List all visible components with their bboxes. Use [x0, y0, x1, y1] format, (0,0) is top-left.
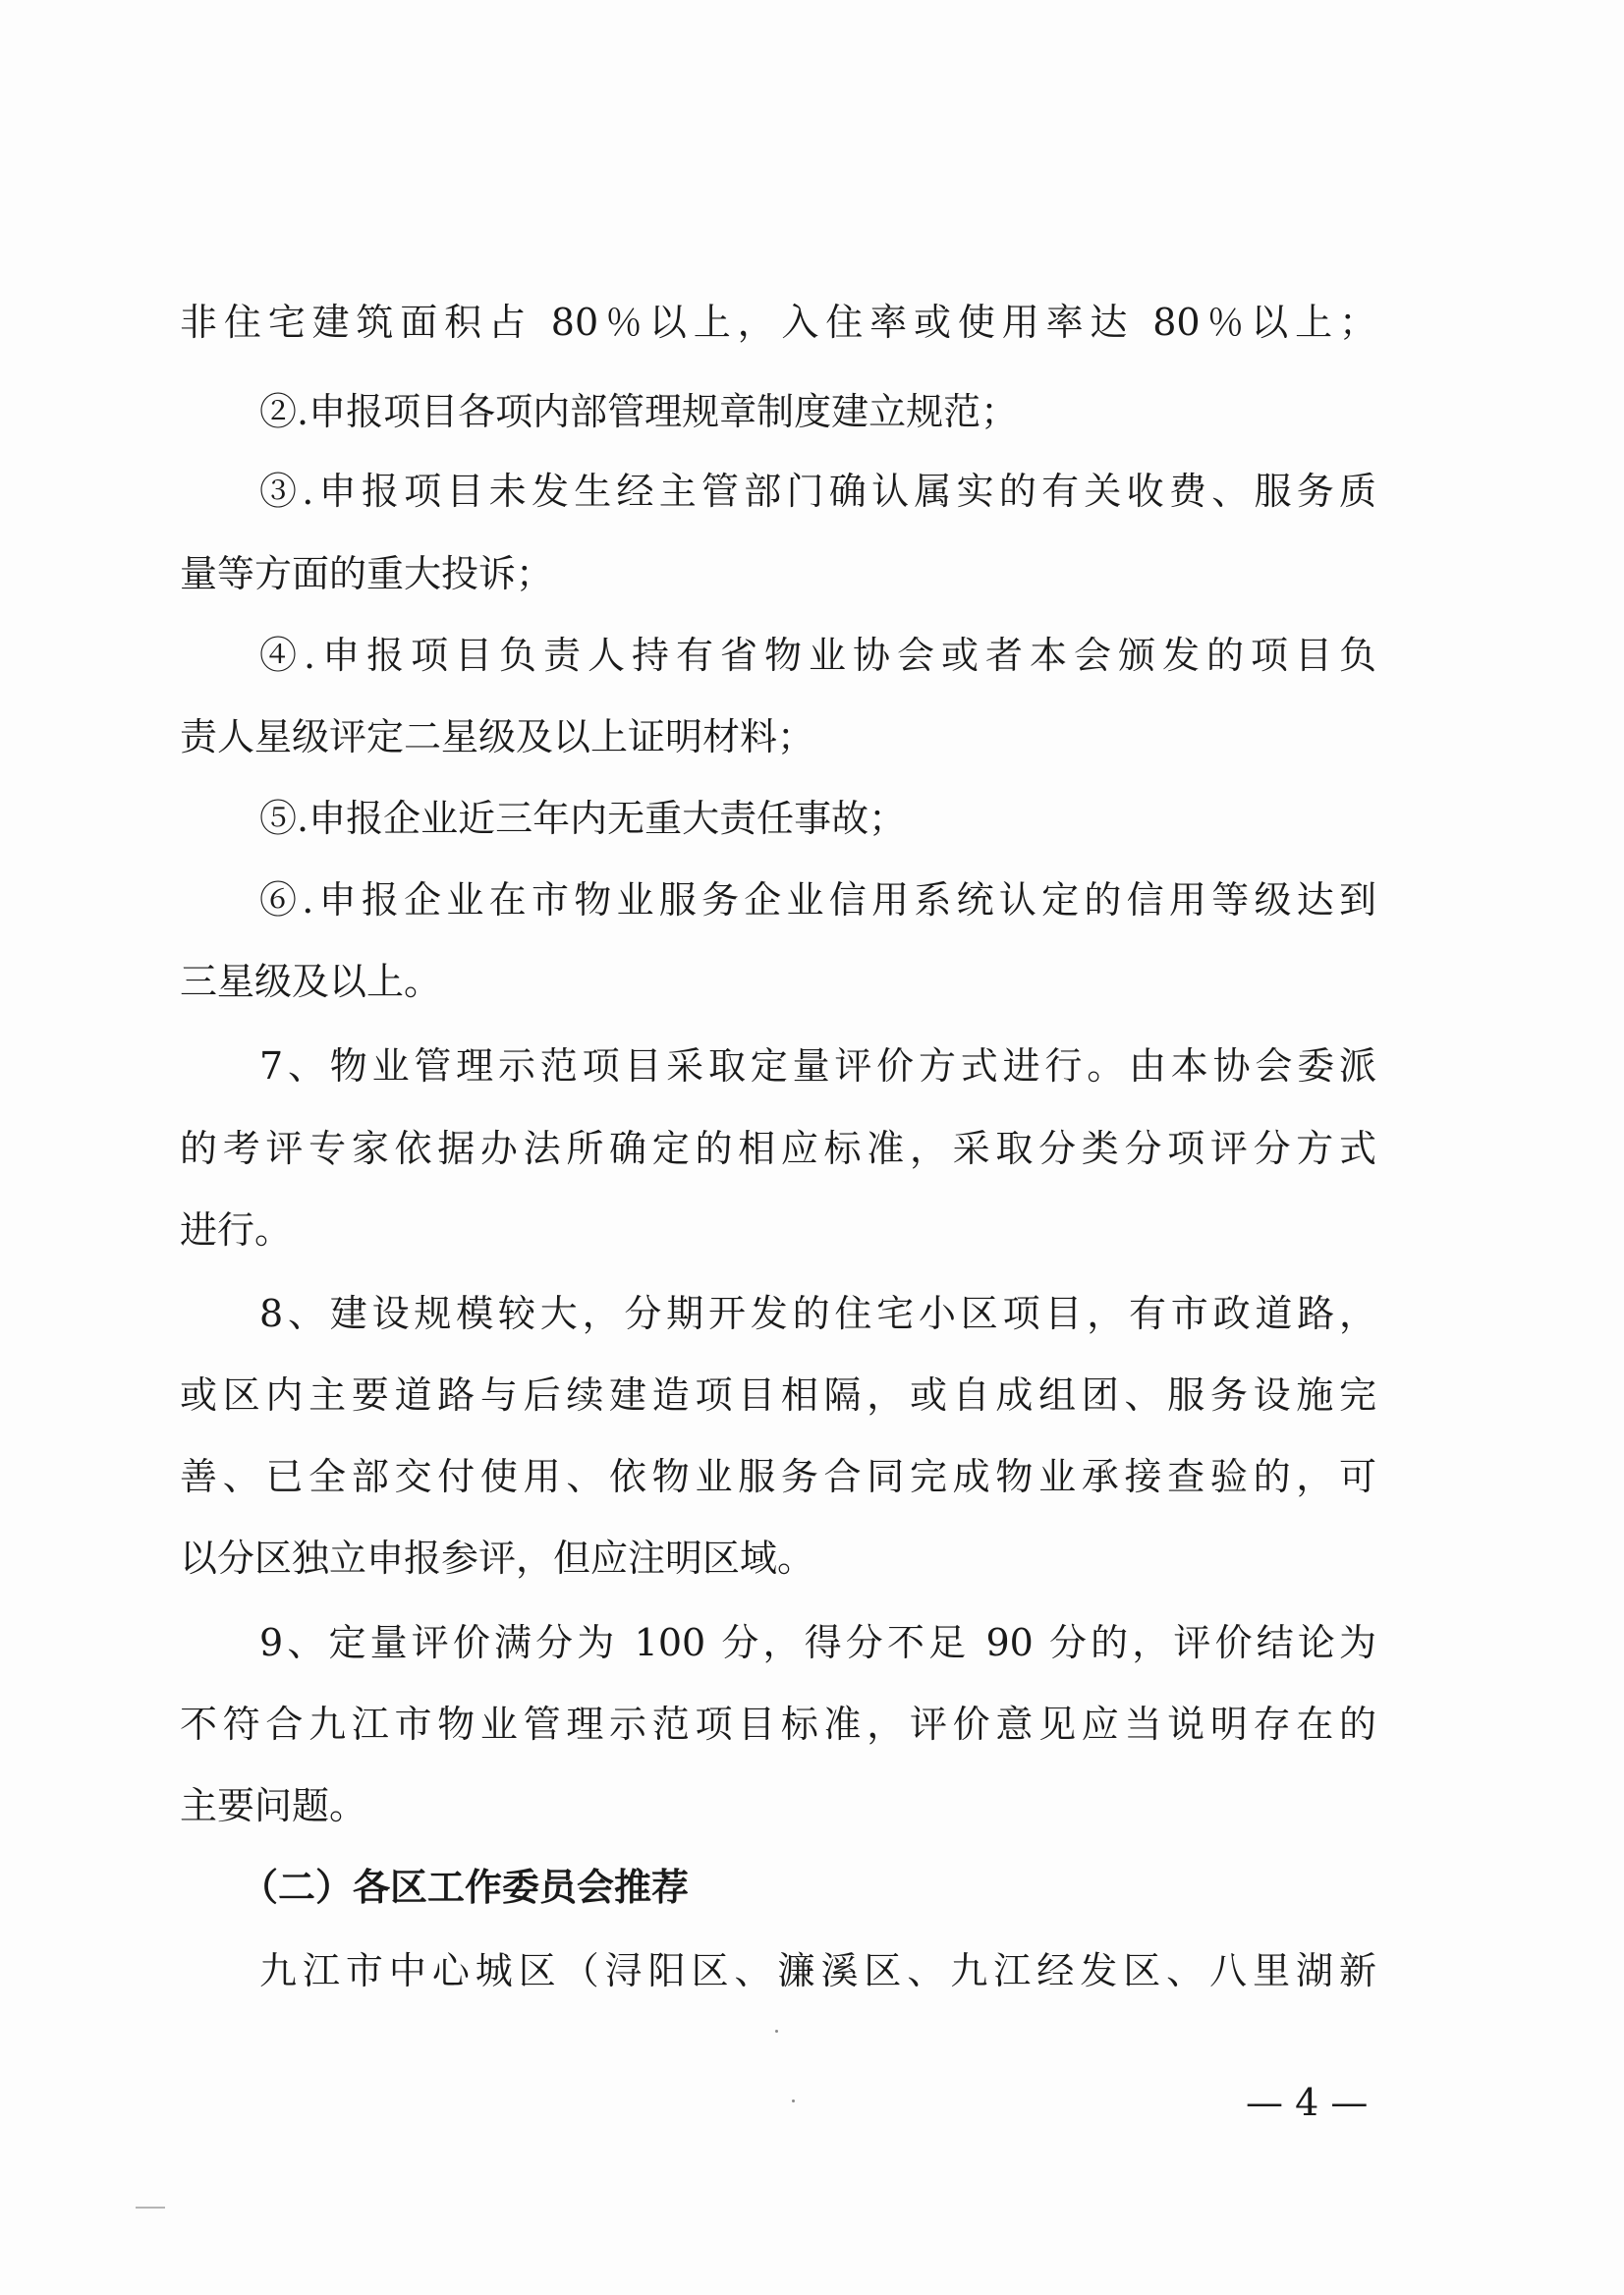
body-line: ④.申报项目负责人持有省物业协会或者本会颁发的项目负 — [259, 634, 1376, 677]
body-line: 非住宅建筑面积占 80％以上，入住率或使用率达 80％以上； — [180, 301, 1376, 344]
section-heading: （二）各区工作委员会推荐 — [241, 1866, 690, 1909]
body-line: 不符合九江市物业管理示范项目标准，评价意见应当说明存在的 — [180, 1703, 1376, 1746]
body-line: 或区内主要道路与后续建造项目相隔，或自成组团、服务设施完 — [180, 1373, 1376, 1417]
body-line: ⑤.申报企业近三年内无重大责任事故； — [259, 797, 907, 840]
body-line: 9、定量评价满分为 100 分，得分不足 90 分的，评价结论为 — [259, 1621, 1376, 1664]
scan-mark — [136, 2207, 165, 2209]
page-number: — 4 — — [1246, 2081, 1369, 2124]
scan-speck — [775, 2030, 778, 2033]
body-line: 以分区独立申报参评，但应注明区域。 — [180, 1537, 815, 1580]
body-line: ②.申报项目各项内部管理规章制度建立规范； — [259, 390, 1019, 433]
body-line: 责人星级评定二星级及以上证明材料； — [180, 715, 815, 758]
body-line: 九江市中心城区（浔阳区、濂溪区、九江经发区、八里湖新 — [259, 1949, 1376, 1992]
body-line: 8、建设规模较大，分期开发的住宅小区项目，有市政道路， — [259, 1292, 1376, 1335]
body-line: 三星级及以上。 — [180, 960, 442, 1003]
body-line: 量等方面的重大投诉； — [180, 552, 554, 595]
body-line: 主要问题。 — [180, 1784, 367, 1827]
body-line: ⑥.申报企业在市物业服务企业信用系统认定的信用等级达到 — [259, 878, 1376, 922]
body-line: ③.申报项目未发生经主管部门确认属实的有关收费、服务质 — [259, 470, 1376, 513]
body-line: 7、物业管理示范项目采取定量评价方式进行。由本协会委派 — [259, 1044, 1376, 1088]
scan-speck — [792, 2099, 795, 2102]
body-line: 善、已全部交付使用、依物业服务合同完成物业承接查验的，可 — [180, 1455, 1376, 1498]
body-line: 的考评专家依据办法所确定的相应标准，采取分类分项评分方式 — [180, 1127, 1376, 1170]
body-line: 进行。 — [180, 1208, 293, 1252]
